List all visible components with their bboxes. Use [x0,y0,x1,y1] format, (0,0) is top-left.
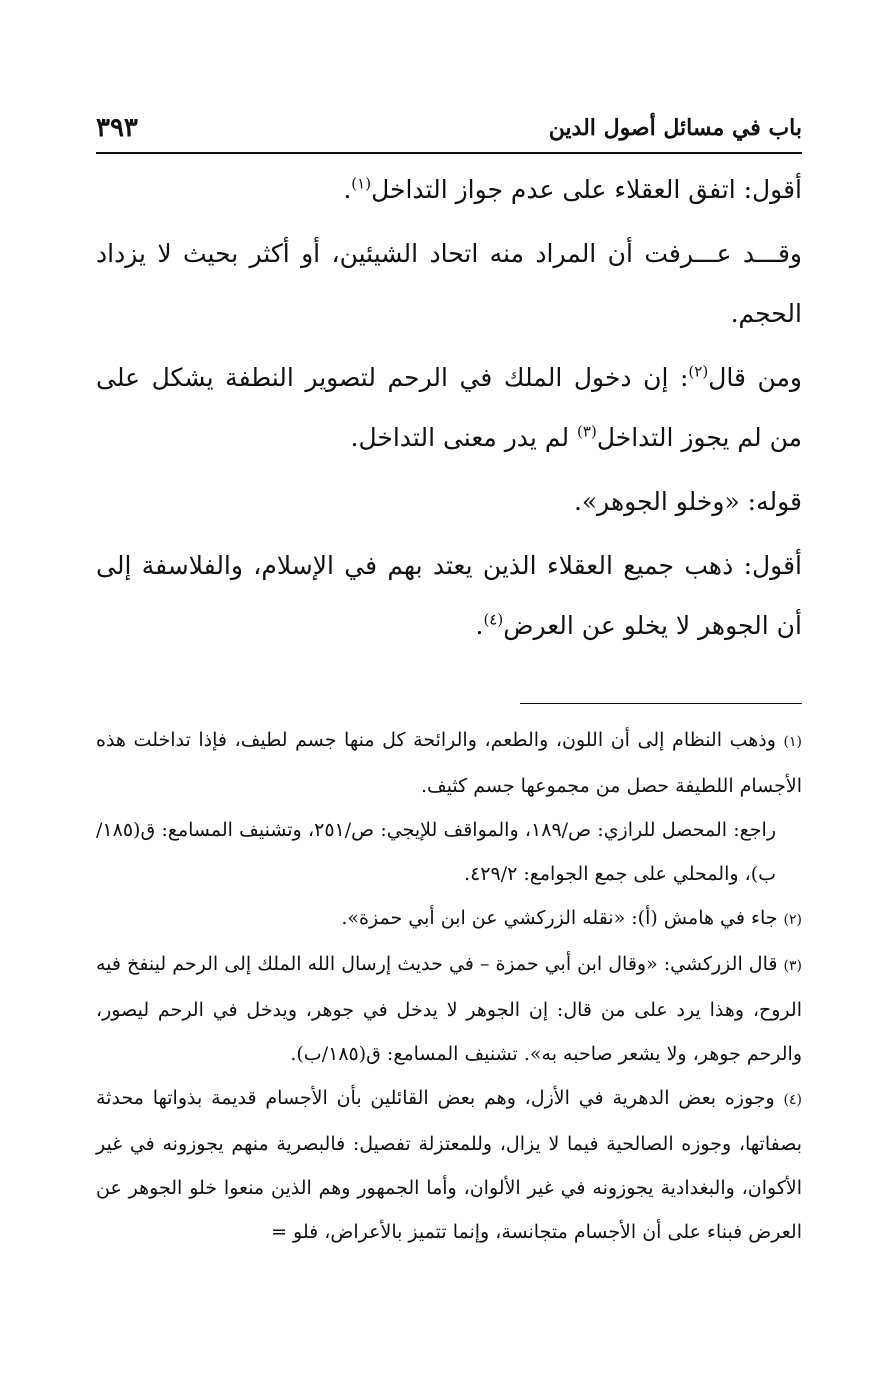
main-text [96,160,802,660]
header-divider [96,152,802,154]
chapter-title: باب في مسائل أصول الدين [548,115,802,141]
paragraph-4: قوله: «وخلو الجوهر». [573,487,802,516]
footnote-ref-2[interactable]: (٢) [688,362,709,381]
paragraph-2: وقـــد عـــرفت أن المراد منه اتحاد الشيئين، أو أكثر بحيث لا يزداد الحجم. [96,239,802,328]
page-number: ٣٩٣ [96,113,138,143]
paragraph-3: ومن قال$^{(٢)}$: إن دخول الملك في الرحم لتصوير النطفة يشكل على من لم يجوز التداخل$^{(٣)}$ لم يدر معنى التداخل. [96,362,802,452]
paragraph-1: أقول: اتفق العقلاء على عدم جواز التداخل$^{(١)}$. [343,174,802,204]
footnote-3: (٣) قال الزركشي: «وقال ابن أبي حمزة – في حديث إرسال الله الملك إلى الرحم لينفخ فيه الروح، وهذا يرد على من قال: إن الجوهر لا يدخل في جوهر، ويدخل في الرحم ليصور، والرحم جوهر، ولا يشعر صاحبه به». تشنيف المسامع: ق(١٨٥/ب). [96,953,802,1065]
footnote-1: (١) وذهب النظام إلى أن اللون، والطعم، والرائحة كل منها جسم لطيف، فإذا تداخلت هذه الأجسام اللطيفة حصل من مجموعها جسم كثيف. [96,729,802,797]
footnote-1-continuation: راجع: المحصل للرازي: ص/١٨٩، والمواقف للإيجي: ص/٢٥١، وتشنيف المسامع: ق(١٨٥/ب)، والمحلي على جمع الجوامع: ٤٢٩/٢. [96,819,776,885]
footnotes-section [96,718,802,1254]
footnote-3-mark: (٣) [783,958,802,974]
running-header [96,106,802,150]
footnote-2: (٢) جاء في هامش (أ): «نقله الزركشي عن ابن أبي حمزة». [341,907,802,929]
footnote-ref-3[interactable]: (٣) [577,422,597,441]
paragraph-5: أقول: ذهب جميع العقلاء الذين يعتد بهم في الإسلام، والفلاسفة إلى أن الجوهر لا يخلو عن العرض$^{(٤)}$. [96,551,802,640]
footnote-divider [520,703,802,704]
footnote-ref-4[interactable]: (٤) [483,610,504,629]
footnote-4: (٤) وجوزه بعض الدهرية في الأزل، وهم بعض القائلين بأن الأجسام قديمة بذواتها محدثة بصفاتها، وجوزه الصالحية فيما لا يزال، وللمعتزلة تفصيل: فالبصرية منهم يجوزونه في غير الأكوان، والبغدادية يجوزونه في غير الألوان، وأما الجمهور وهم الذين منعوا خلو الجوهر عن العرض فبناء على أن الأجسام متجانسة، وإنما تتميز بالأعراض، فلو = [96,1087,802,1243]
footnote-ref-1[interactable]: (١) [351,174,372,193]
footnote-1-mark: (١) [783,734,802,750]
footnote-2-mark: (٢) [783,912,802,928]
footnote-4-mark: (٤) [783,1092,802,1108]
